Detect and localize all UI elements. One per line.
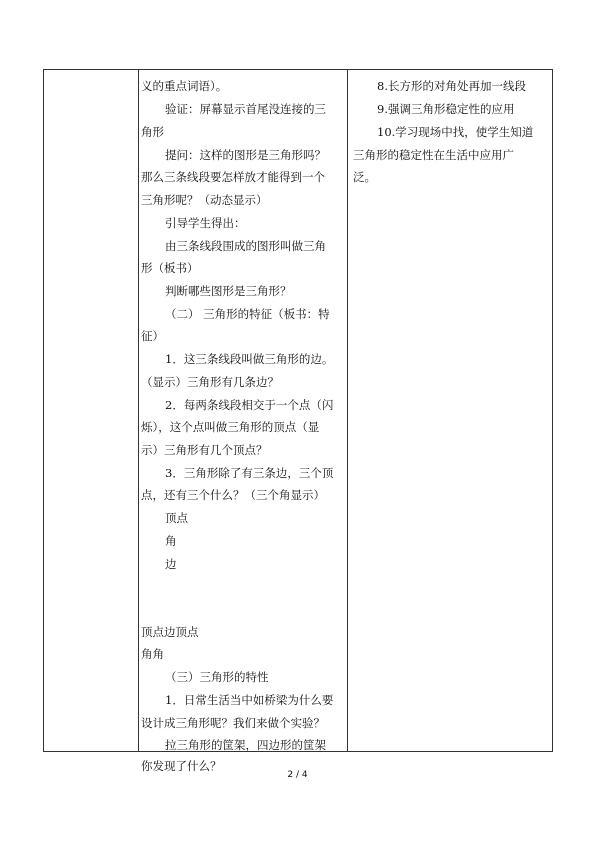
- middle-line: 示）三角形有几个顶点？: [141, 443, 268, 457]
- diagram-label-angle: 角: [165, 534, 177, 548]
- middle-line: （显示）三角形有几条边？: [141, 375, 279, 389]
- middle-line: 验证：屏幕显示首尾没连接的三: [165, 102, 326, 116]
- lesson-table: [43, 69, 553, 773]
- column-divider-1: [138, 69, 139, 752]
- middle-line: 设计成三角形呢？我们来做个实验？: [141, 716, 325, 730]
- column-divider-2: [347, 69, 348, 752]
- middle-line: 1．这三条线段叫做三角形的边。: [165, 352, 334, 366]
- right-line: 10.学习现场中找，使学生知道: [377, 125, 534, 139]
- page-number: 2 / 4: [287, 770, 308, 780]
- middle-line: 征）: [141, 329, 164, 343]
- table-border-left: [43, 69, 44, 752]
- middle-line: 角形: [141, 125, 164, 139]
- right-line: 8.长方形的对角处再加一线段: [377, 79, 526, 93]
- middle-line: 判断哪些图形是三角形？: [165, 284, 292, 298]
- table-border-top: [43, 69, 553, 70]
- diagram-label-side: 边: [165, 557, 177, 571]
- middle-line: 点，还有三个什么？（三个角显示）: [141, 488, 325, 502]
- diagram-label-vertex: 顶点: [165, 511, 188, 525]
- middle-line: 义的重点词语）。: [141, 79, 228, 93]
- middle-line: 3．三角形除了有三条边，三个顶: [165, 466, 334, 480]
- middle-line: 烁），这个点叫做三角形的顶点（显: [141, 420, 320, 434]
- right-line: 三角形的稳定性在生活中应用广: [353, 148, 514, 162]
- diagram-label-vertices: 顶点边顶点: [141, 625, 199, 639]
- middle-line: 1．日常生活当中如桥梁为什么要: [165, 693, 334, 707]
- middle-line: 拉三角形的筐架，四边形的筐架: [165, 738, 326, 752]
- middle-line: （三）三角形的特性: [165, 670, 269, 684]
- middle-line: 那么三条线段要怎样放才能得到一个: [141, 170, 325, 184]
- middle-line: （二） 三角形的特征（板书：特: [165, 307, 330, 321]
- middle-line: 由三条线段围成的图形叫做三角: [165, 239, 326, 253]
- right-line: 9.强调三角形稳定性的应用: [377, 102, 515, 116]
- table-border-right: [552, 69, 553, 752]
- middle-line: 你发现了什么？: [141, 759, 222, 773]
- middle-line: 三角形呢？（动态显示）: [141, 193, 268, 207]
- middle-line: 提问：这样的图形是三角形吗？: [165, 148, 326, 162]
- right-line: 泛。: [353, 170, 376, 184]
- diagram-label-angles: 角角: [141, 647, 164, 661]
- middle-line: 2．每两条线段相交于一个点（闪: [165, 398, 334, 412]
- middle-line: 引导学生得出：: [165, 216, 246, 230]
- middle-line: 形（板书）: [141, 261, 199, 275]
